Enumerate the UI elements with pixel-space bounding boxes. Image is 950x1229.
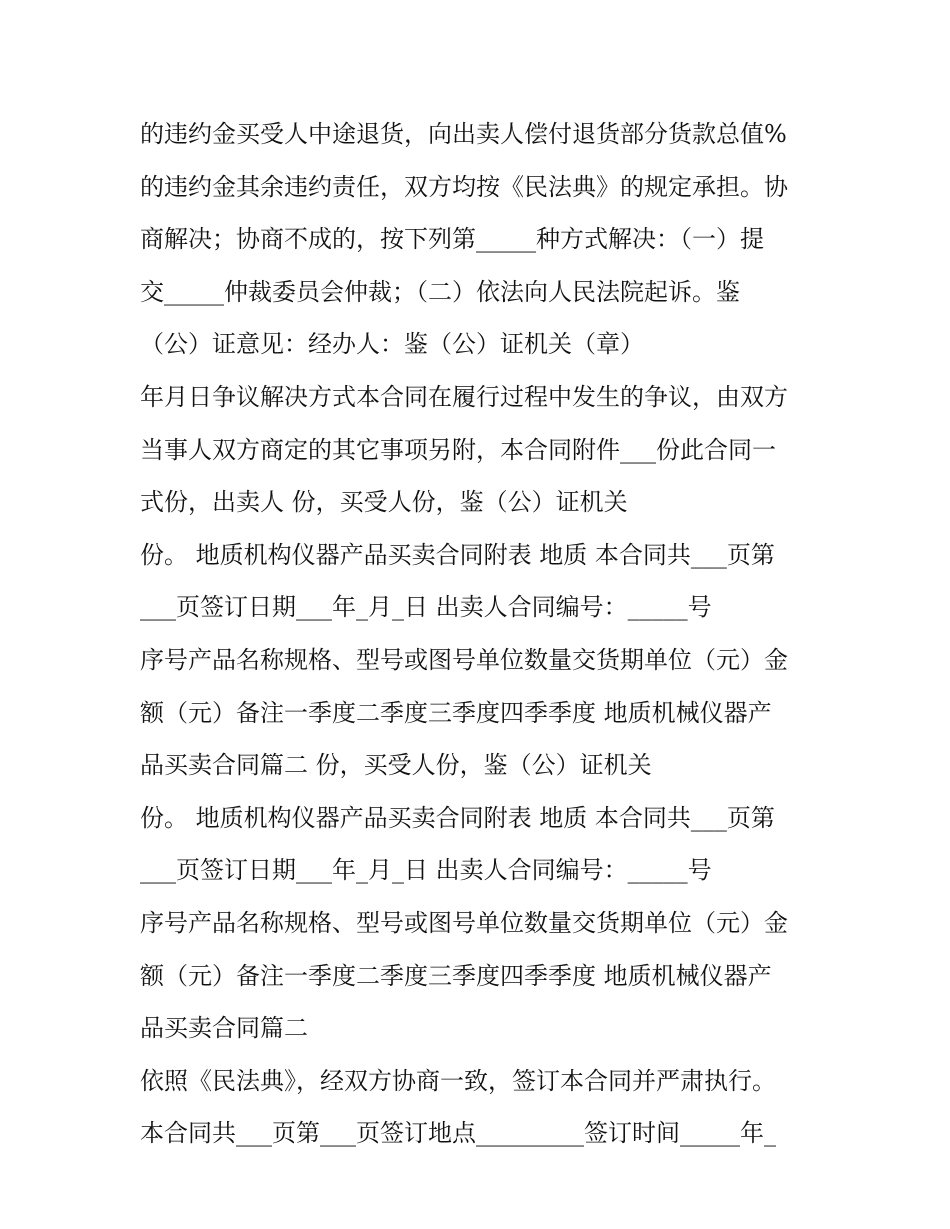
document-body bbox=[140, 108, 830, 1160]
text-line: （公）证意见：经办人：鉴（公）证机关（章） bbox=[140, 330, 644, 359]
text-line: 序号产品名称规格、型号或图号单位数量交货期单位（元）金 bbox=[140, 645, 788, 674]
text-line: 额（元）备注一季度二季度三季度四季季度 地质机械仪器产 bbox=[140, 698, 772, 727]
text-line: 交_____仲裁委员会仲裁；（二）依法向人民法院起诉。鉴 bbox=[140, 277, 740, 306]
text-line: ___页签订日期___年_月_日 出卖人合同编号：_____号 bbox=[140, 593, 712, 622]
text-line: 年月日争议解决方式本合同在履行过程中发生的争议，由双方 bbox=[140, 382, 788, 411]
text-line: 本合同共___页第___页签订地点_________签订时间_____年_ bbox=[140, 1119, 776, 1148]
text-line: ___页签订日期___年_月_日 出卖人合同编号：_____号 bbox=[140, 856, 712, 885]
text-line: 当事人双方商定的其它事项另附，本合同附件___份此合同一 bbox=[140, 435, 776, 464]
text-line: 式份，出卖人 份，买受人份，鉴（公）证机关 bbox=[140, 488, 628, 517]
text-line: 品买卖合同篇二 bbox=[140, 1014, 308, 1043]
text-line: 份。 地质机构仪器产品买卖合同附表 地质 本合同共___页第 bbox=[140, 803, 775, 832]
text-line: 的违约金其余违约责任，双方均按《民法典》的规定承担。协 bbox=[140, 172, 788, 201]
text-line: 商解决；协商不成的，按下列第_____种方式解决：（一）提 bbox=[140, 225, 764, 254]
text-line: 依照《民法典》，经双方协商一致，签订本合同并严肃执行。 bbox=[140, 1066, 776, 1095]
text-line: 份。 地质机构仪器产品买卖合同附表 地质 本合同共___页第 bbox=[140, 540, 775, 569]
text-line: 序号产品名称规格、型号或图号单位数量交货期单位（元）金 bbox=[140, 908, 788, 937]
text-line: 的违约金买受人中途退货，向出卖人偿付退货部分货款总值% bbox=[140, 120, 787, 148]
text-line: 品买卖合同篇二 份，买受人份，鉴（公）证机关 bbox=[140, 751, 652, 780]
text-line: 额（元）备注一季度二季度三季度四季季度 地质机械仪器产 bbox=[140, 961, 772, 990]
